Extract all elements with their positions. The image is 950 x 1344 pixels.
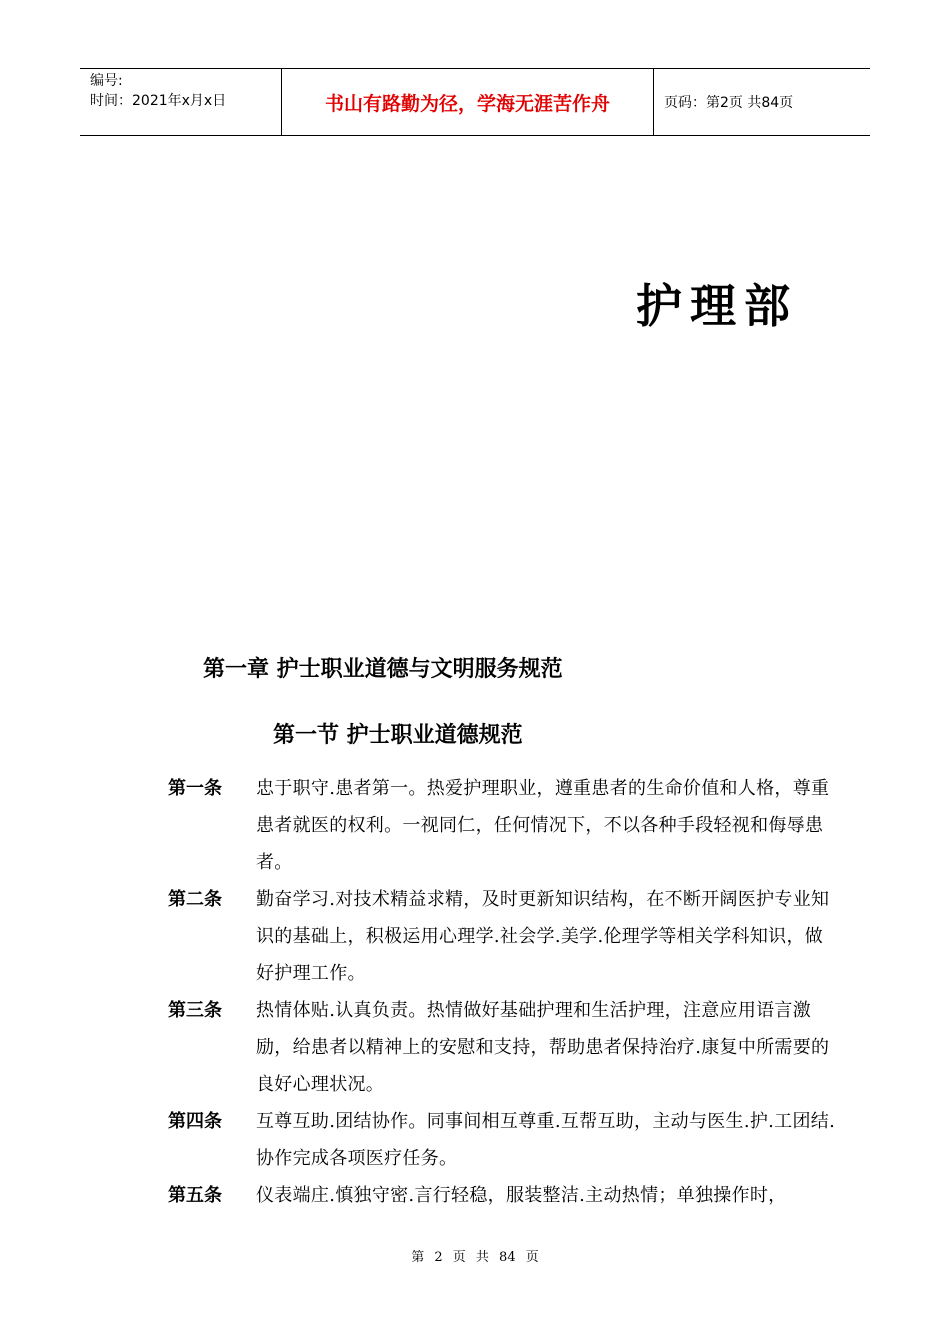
article-3 — [168, 992, 836, 1103]
article-5 — [168, 1177, 836, 1214]
article-text: 忠于职守.患者第一。热爱护理职业，遵重患者的生命价值和人格，尊重患者就医的权利。一视同仁，任何情况下，不以各种手段轻视和侮辱患者。 — [256, 778, 830, 873]
chapter-title: 第一章 护士职业道德与文明服务规范 — [203, 657, 563, 682]
number-label: 编号: — [90, 73, 123, 89]
page-footer: 第 2 页 共 84 页 — [411, 1250, 539, 1265]
article-label: 第五条 — [168, 1185, 222, 1206]
article-text: 仪表端庄.慎独守密.言行轻稳，服装整洁.主动热情；单独操作时， — [256, 1185, 787, 1206]
section-title: 第一节 护士职业道德规范 — [273, 723, 523, 748]
article-label: 第一条 — [168, 778, 222, 799]
article-label: 第二条 — [168, 889, 222, 910]
article-2 — [168, 881, 836, 992]
article-1 — [168, 770, 836, 881]
department-title: 护理部 — [636, 279, 798, 333]
article-4 — [168, 1103, 836, 1177]
article-text: 热情体贴.认真负责。热情做好基础护理和生活护理，注意应用语言激励，给患者以精神上的安慰和支持，帮助患者保持治疗.康复中所需要的良好心理状况。 — [256, 1000, 830, 1095]
article-list — [168, 770, 836, 1214]
header-table — [80, 68, 870, 136]
header-meta — [80, 69, 281, 135]
header-page-info: 页码：第2页 共84页 — [664, 95, 794, 111]
article-text: 互尊互助.团结协作。同事间相互尊重.互帮互助，主动与医生.护.工团结.协作完成各项医疗任务。 — [256, 1111, 836, 1169]
article-text: 勤奋学习.对技术精益求精，及时更新知识结构，在不断开阔医护专业知识的基础上，积极运用心理学.社会学.美学.伦理学等相关学科知识，做好护理工作。 — [256, 889, 830, 984]
time-label: 时间：2021年x月x日 — [90, 93, 227, 109]
article-label: 第三条 — [168, 1000, 222, 1021]
article-label: 第四条 — [168, 1111, 222, 1132]
header-motto: 书山有路勤为径，学海无涯苦作舟 — [281, 69, 654, 135]
